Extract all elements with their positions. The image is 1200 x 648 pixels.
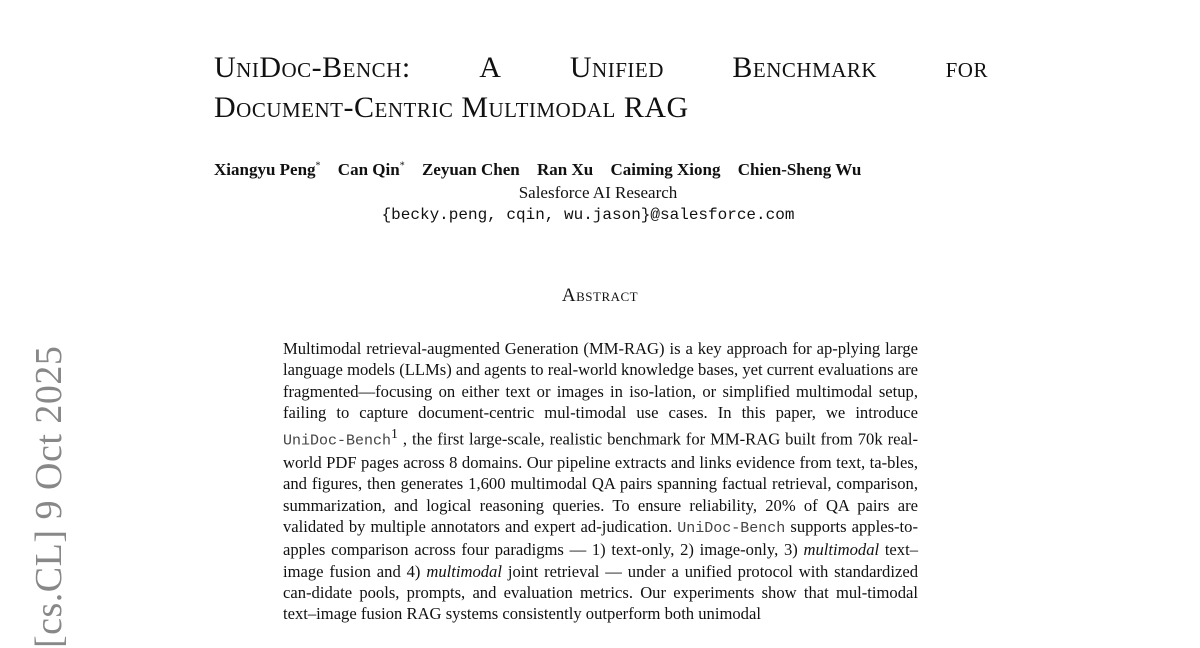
- title-word: for: [945, 51, 988, 84]
- author: Caiming Xiong: [610, 160, 721, 179]
- footnote-mark: 1: [391, 426, 398, 442]
- arxiv-stamp: [cs.CL] 9 Oct 2025: [28, 345, 70, 648]
- title-line-1: [214, 48, 988, 88]
- benchmark-name: UniDoc-Bench: [677, 519, 786, 537]
- title-word: Benchmark: [732, 51, 878, 84]
- equal-contribution-mark: *: [315, 160, 321, 172]
- author-list: [214, 160, 1000, 180]
- author-email: {becky.peng, cqin, wu.jason}@salesforce.com: [381, 206, 795, 224]
- author: Ran Xu: [536, 160, 594, 179]
- author: Xiangyu Peng*: [214, 160, 321, 179]
- author: Zeyuan Chen: [421, 160, 520, 179]
- benchmark-name: UniDoc-Bench: [283, 432, 392, 450]
- author: Can Qin*: [337, 160, 405, 179]
- author: Chien-Sheng Wu: [737, 160, 862, 179]
- title-word: A: [479, 51, 502, 84]
- title-word: Unified: [569, 51, 664, 84]
- paper-title: [214, 48, 988, 128]
- abstract-body: Multimodal retrieval-augmented Generation (MM-RAG) is a key approach for ap-plying large language models (LLMs) and agents to real-world knowledge bases, yet current evaluations are fragmented—focusing on either text or images in iso-lation, or simplified multimodal setup, failing to capture document-centric mul-timodal use cases. In this paper, we introduce UniDoc-Bench$^1$ , the first large-scale, realistic benchmark for MM-RAG built from 70k real-world PDF pages across 8 domains. Our pipeline extracts and links evidence from text, ta-bles, and figures, then generates 1,600 multimodal QA pairs spanning factual retrieval, comparison, summarization, and logical reasoning queries. To ensure reliability, 20% of QA pairs are validated by multiple annotators and expert ad-judication. UniDoc-Bench supports apples-to-apples comparison across four paradigms — 1) text-only, 2) image-only, 3) multimodal text–image fusion and 4) multimodal joint retrieval — under a unified protocol with standardized can-didate pools, prompts, and evaluation metrics. Our experiments show that mul-timodal text–image fusion RAG systems consistently outperform both unimodal: [283, 339, 918, 624]
- affiliation: Salesforce AI Research: [518, 183, 678, 202]
- title-line-2: Document-Centric Multimodal RAG: [214, 91, 689, 124]
- abstract-heading: Abstract: [561, 285, 639, 306]
- title-word: UniDoc-Bench:: [214, 51, 411, 84]
- equal-contribution-mark: *: [399, 160, 405, 172]
